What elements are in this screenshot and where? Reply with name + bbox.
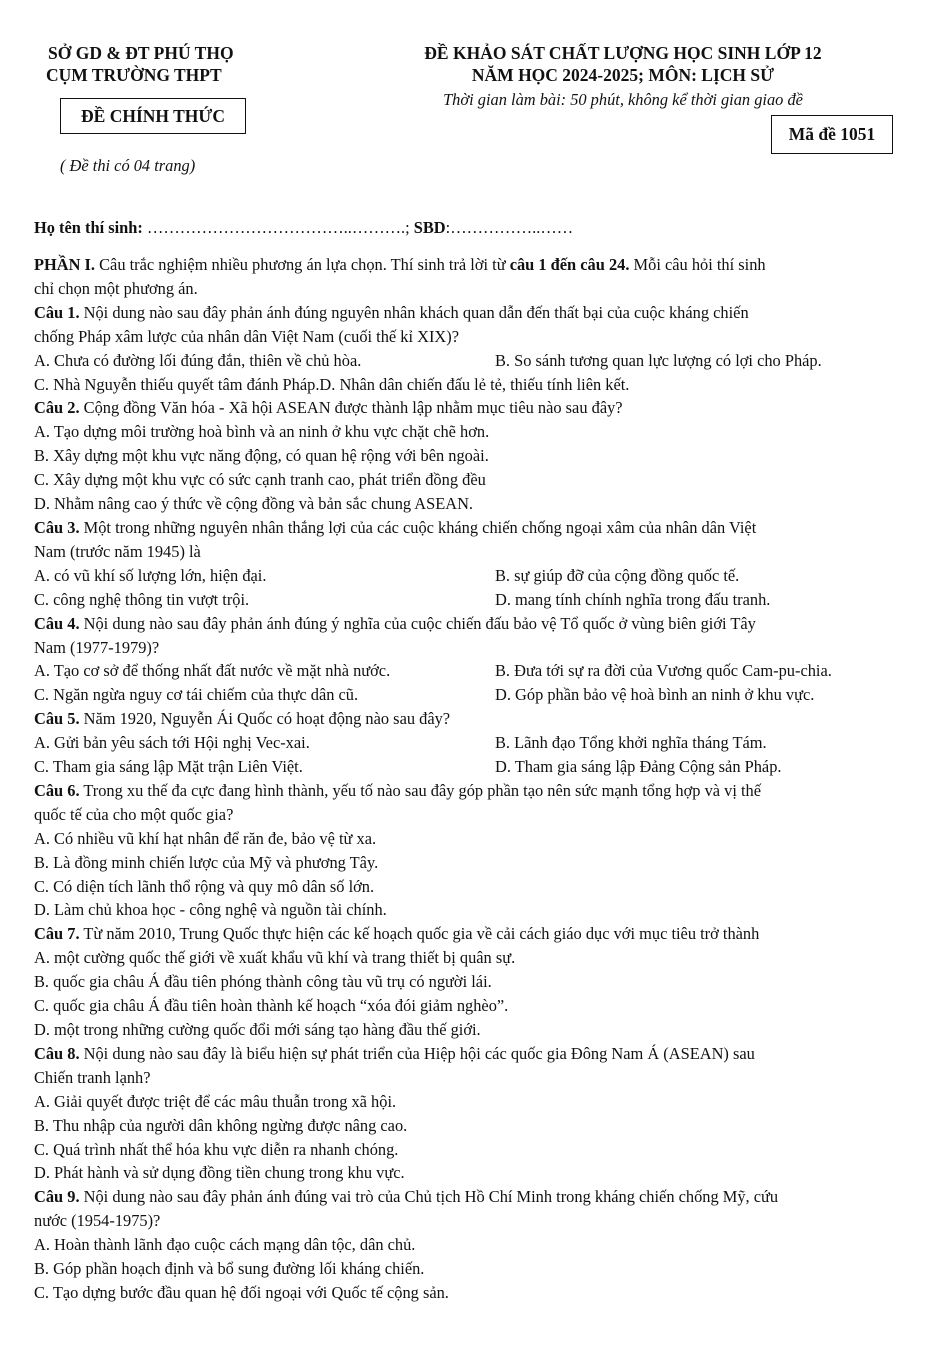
option-d[interactable]: D. Tham gia sáng lập Đảng Cộng sản Pháp.: [495, 757, 782, 777]
option-c-d[interactable]: C. Nhà Nguyễn thiếu quyết tâm đánh Pháp.D. Nhân dân chiến đấu lẻ tẻ, thiếu tính liên kết.: [34, 374, 630, 394]
question-text: Nội dung nào sau đây phản ánh đúng vai trò của Chủ tịch Hồ Chí Minh trong kháng chiến chống Mỹ, cứu: [79, 1187, 779, 1207]
option-b[interactable]: B. sự giúp đỡ của cộng đồng quốc tế.: [495, 565, 740, 585]
option-b[interactable]: B. quốc gia châu Á đầu tiên phóng thành công tàu vũ trụ có người lái.: [34, 972, 492, 992]
option-b[interactable]: B. Đưa tới sự ra đời của Vương quốc Cam-pu-chia.: [495, 661, 832, 681]
option-a[interactable]: A. Tạo dựng môi trường hoà bình và an ninh ở khu vực chặt chẽ hơn.: [34, 422, 490, 442]
option-a[interactable]: A. Chưa có đường lối đúng đắn, thiên về chủ hòa.: [34, 350, 362, 370]
question-number: Câu 2.: [34, 398, 80, 418]
question-text: chống Pháp xâm lược của nhân dân Việt Nam (cuối thế kỉ XIX)?: [34, 326, 459, 346]
option-b[interactable]: B. Là đồng minh chiến lược của Mỹ và phương Tây.: [34, 852, 379, 872]
option-b[interactable]: B. Xây dựng một khu vực năng động, có quan hệ rộng với bên ngoài.: [34, 446, 489, 466]
option-c[interactable]: C. quốc gia châu Á đầu tiên hoàn thành kế hoạch “xóa đói giảm nghèo”.: [34, 996, 509, 1016]
question-2: [34, 396, 914, 516]
question-text: Một trong những nguyên nhân thắng lợi của các cuộc kháng chiến chống ngoại xâm của nhân dân Việt: [79, 517, 757, 537]
option-c[interactable]: C. Ngăn ngừa nguy cơ tái chiếm của thực dân cũ.: [34, 685, 359, 705]
part-title: PHẦN I.: [34, 255, 96, 274]
option-a[interactable]: A. Có nhiều vũ khí hạt nhân để răn đe, bảo vệ từ xa.: [34, 828, 377, 848]
option-c[interactable]: C. Quá trình nhất thể hóa khu vực diễn ra nhanh chóng.: [34, 1139, 399, 1159]
question-4: [34, 612, 914, 708]
question-text: Chiến tranh lạnh?: [34, 1067, 151, 1087]
question-7: [34, 922, 914, 1042]
sbd-field[interactable]: :……………..……: [445, 218, 574, 237]
exam-content: [34, 253, 914, 1305]
question-text: Nội dung nào sau đây phản ánh đúng nguyên nhân khách quan dẫn đến thất bại của cuộc kháng chiến: [79, 302, 749, 322]
question-text: Trong xu thế đa cực đang hình thành, yếu tố nào sau đây góp phần tạo nên sức mạnh tổng hợp và vị thế: [79, 780, 762, 800]
option-a[interactable]: A. Tạo cơ sở để thống nhất đất nước về mặt nhà nước.: [34, 661, 391, 681]
question-number: Câu 6.: [34, 780, 80, 800]
question-6: [34, 779, 914, 922]
question-text: quốc tế của cho một quốc gia?: [34, 804, 234, 824]
question-number: Câu 5.: [34, 709, 80, 729]
option-b[interactable]: B. So sánh tương quan lực lượng có lợi cho Pháp.: [495, 350, 822, 370]
question-number: Câu 4.: [34, 613, 80, 633]
option-d[interactable]: D. một trong những cường quốc đổi mới sáng tạo hàng đầu thế giới.: [34, 1020, 481, 1039]
option-d[interactable]: D. mang tính chính nghĩa trong đấu tranh.: [495, 589, 771, 609]
option-d[interactable]: D. Làm chủ khoa học - công nghệ và nguồn tài chính.: [34, 900, 387, 920]
question-5: [34, 707, 914, 779]
option-d[interactable]: D. Nhằm nâng cao ý thức về cộng đồng và bản sắc chung ASEAN.: [34, 494, 474, 514]
option-a[interactable]: A. Giải quyết được triệt để các mâu thuẫn trong xã hội.: [34, 1091, 397, 1111]
option-a[interactable]: A. có vũ khí số lượng lớn, hiện đại.: [34, 565, 267, 585]
question-text: Nội dung nào sau đây là biểu hiện sự phát triển của Hiệp hội các quốc gia Đông Nam Á (ASEAN) sau: [79, 1043, 755, 1063]
student-name-label: Họ tên thí sinh:: [34, 218, 143, 237]
question-number: Câu 8.: [34, 1043, 80, 1063]
question-1: [34, 301, 914, 397]
option-a[interactable]: A. Hoàn thành lãnh đạo cuộc cách mạng dân tộc, dân chủ.: [34, 1235, 416, 1255]
question-number: Câu 9.: [34, 1187, 80, 1207]
option-c[interactable]: C. công nghệ thông tin vượt trội.: [34, 589, 250, 609]
option-d[interactable]: D. Phát hành và sử dụng đồng tiền chung trong khu vực.: [34, 1163, 405, 1183]
question-text: Nội dung nào sau đây phản ánh đúng ý nghĩa của cuộc chiến đấu bảo vệ Tổ quốc ở vùng biên giới Tây: [79, 613, 756, 633]
official-exam-box: ĐỀ CHÍNH THỨC: [60, 98, 246, 134]
option-a[interactable]: A. một cường quốc thế giới về xuất khẩu vũ khí và trang thiết bị quân sự.: [34, 948, 516, 968]
question-number: Câu 7.: [34, 924, 80, 944]
question-number: Câu 1.: [34, 302, 80, 322]
option-b[interactable]: B. Thu nhập của người dân không ngừng được nâng cao.: [34, 1115, 408, 1135]
exam-title: ĐỀ KHẢO SÁT CHẤT LƯỢNG HỌC SINH LỚP 12: [424, 43, 822, 63]
question-3: [34, 516, 914, 612]
school-year-subject: NĂM HỌC 2024-2025; MÔN: LỊCH SỬ: [471, 65, 775, 85]
option-c[interactable]: C. Có diện tích lãnh thổ rộng và quy mô dân số lớn.: [34, 876, 375, 896]
part-intro-line-2: chỉ chọn một phương án.: [34, 278, 198, 298]
time-note: Thời gian làm bài: 50 phút, không kể thời gian giao đề: [443, 90, 803, 109]
option-b[interactable]: B. Lãnh đạo Tổng khởi nghĩa tháng Tám.: [495, 733, 767, 753]
option-c[interactable]: C. Tạo dựng bước đầu quan hệ đối ngoại với Quốc tế cộng sản.: [34, 1282, 449, 1302]
school-cluster-name: CỤM TRƯỜNG THPT: [46, 65, 222, 85]
student-info-line: [34, 216, 573, 240]
option-b[interactable]: B. Góp phần hoạch định và bổ sung đường lối kháng chiến.: [34, 1259, 425, 1279]
question-8: [34, 1042, 914, 1185]
part-intro-line: PHẦN I. Câu trắc nghiệm nhiều phương án lựa chọn. Thí sinh trả lời từ câu 1 đến câu 24. Mỗi câu hỏi thí sinh: [34, 255, 766, 274]
option-a[interactable]: A. Gửi bản yêu sách tới Hội nghị Vec-xai.: [34, 733, 310, 753]
question-text: nước (1954-1975)?: [34, 1211, 161, 1231]
question-text: Nam (1977-1979)?: [34, 637, 160, 657]
question-text: Nam (trước năm 1945) là: [34, 541, 201, 561]
question-number: Câu 3.: [34, 517, 80, 537]
question-text: Năm 1920, Nguyễn Ái Quốc có hoạt động nào sau đây?: [79, 709, 451, 729]
option-c[interactable]: C. Xây dựng một khu vực có sức cạnh tranh cao, phát triển đồng đều: [34, 470, 486, 490]
exam-code-box: Mã đề 1051: [771, 115, 893, 154]
option-c[interactable]: C. Tham gia sáng lập Mặt trận Liên Việt.: [34, 757, 303, 777]
question-text: Từ năm 2010, Trung Quốc thực hiện các kế hoạch quốc gia về cải cách giáo dục với mục tiêu trở thành: [79, 924, 760, 944]
department-name: SỞ GD & ĐT PHÚ THỌ: [48, 43, 234, 63]
sbd-label: SBD: [413, 218, 446, 237]
student-name-field[interactable]: ………………………………..……….;: [142, 218, 414, 237]
question-text: Cộng đồng Văn hóa - Xã hội ASEAN được thành lập nhằm mục tiêu nào sau đây?: [79, 398, 623, 418]
question-9: [34, 1185, 914, 1305]
pages-note: ( Đề thi có 04 trang): [60, 156, 196, 175]
option-d[interactable]: D. Góp phần bảo vệ hoà bình an ninh ở khu vực.: [495, 685, 815, 705]
